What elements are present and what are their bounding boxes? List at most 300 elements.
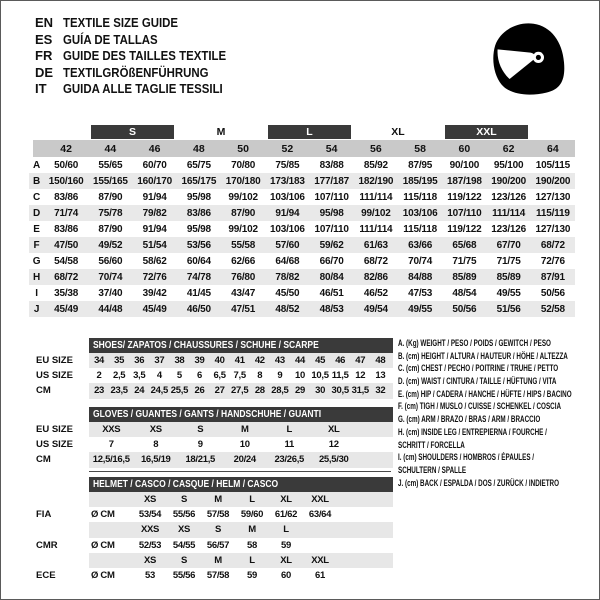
size-cell: 87/95 bbox=[408, 159, 433, 171]
helmet-icon bbox=[488, 17, 568, 109]
value-cell: 44 bbox=[295, 355, 305, 367]
size-column-header: 48 bbox=[193, 142, 205, 155]
size-cell: 62/66 bbox=[231, 255, 256, 267]
value-cell: 11 bbox=[284, 439, 294, 451]
value-cell: 27 bbox=[214, 385, 225, 397]
helmet-value-row bbox=[31, 568, 393, 583]
value-cell: XS bbox=[149, 424, 162, 436]
size-cell: 50/56 bbox=[452, 303, 477, 315]
value-cell: 55/56 bbox=[172, 570, 196, 582]
size-cell: 55/65 bbox=[98, 159, 123, 171]
shoes-table-header bbox=[31, 337, 393, 353]
value-cell: 38 bbox=[174, 355, 185, 367]
size-cell: 115/118 bbox=[403, 191, 437, 203]
helmet-value-row bbox=[31, 538, 393, 553]
size-column-header: 64 bbox=[547, 142, 559, 155]
row-label: CM bbox=[36, 385, 51, 397]
legend-item-text: D. (cm) WAIST / CINTURA / TAILLE / HÜFTUNG / VITA bbox=[398, 376, 557, 387]
size-cell: 119/122 bbox=[447, 223, 482, 235]
size-cell: 44/48 bbox=[98, 303, 123, 315]
value-cell: 24 bbox=[134, 385, 145, 397]
main-size-table bbox=[29, 124, 575, 317]
size-cell: 83/86 bbox=[186, 207, 211, 219]
size-cell: 45/49 bbox=[54, 303, 79, 315]
size-cell: 70/74 bbox=[408, 255, 433, 267]
legend-item-text: G. (cm) ARM / BRAZO / BRAS / ARM / BRACCIO bbox=[398, 414, 541, 425]
value-cell: 53/54 bbox=[138, 509, 162, 521]
size-cell: 91/94 bbox=[275, 207, 300, 219]
legend-item-text: SCHULTERN / SPALLE bbox=[398, 464, 467, 475]
size-columns-row bbox=[29, 140, 575, 157]
size-cell: 111/114 bbox=[359, 191, 393, 203]
size-cell: 127/130 bbox=[535, 223, 571, 235]
language-label bbox=[63, 48, 248, 65]
size-cell: 65/75 bbox=[186, 159, 211, 171]
legend-item-text: C. (cm) CHEST / PECHO / POITRINE / TRUHE / PETTO bbox=[398, 363, 559, 374]
certification-label: ECE bbox=[36, 570, 56, 582]
size-cell: 173/183 bbox=[270, 175, 305, 187]
size-cell: 63/66 bbox=[408, 239, 433, 251]
size-cell: 49/55 bbox=[408, 303, 433, 315]
size-group-m: M bbox=[216, 126, 226, 138]
value-cell: 2,5 bbox=[112, 370, 126, 382]
size-cell: 115/119 bbox=[536, 207, 570, 219]
value-cell: 25,5/30 bbox=[318, 454, 349, 466]
size-cell: 91/94 bbox=[142, 223, 167, 235]
language-code: ES bbox=[35, 31, 53, 47]
table-row bbox=[31, 353, 393, 368]
value-cell: 59/60 bbox=[240, 509, 264, 521]
value-cell: 52/53 bbox=[138, 539, 162, 551]
size-cell: 119/122 bbox=[447, 191, 482, 203]
value-cell: 2 bbox=[96, 370, 102, 382]
size-cell: 80/84 bbox=[319, 271, 344, 283]
size-cell: 47/50 bbox=[54, 239, 79, 251]
size-column-header: 54 bbox=[325, 142, 338, 155]
size-cell: 160/170 bbox=[137, 175, 172, 187]
language-label bbox=[63, 32, 171, 49]
legend-item-text: J. (cm) BACK / ESPALDA / DOS / ZURÜCK / INDIETRO bbox=[398, 477, 560, 488]
table-row bbox=[29, 173, 575, 189]
size-cell: 95/98 bbox=[186, 223, 211, 235]
size-cell: 127/130 bbox=[535, 191, 571, 203]
row-label: CM bbox=[36, 454, 51, 466]
value-cell: 3,5 bbox=[133, 370, 146, 382]
size-cell: 72/76 bbox=[142, 271, 167, 283]
size-cell: 70/80 bbox=[231, 159, 256, 171]
size-column-header: 50 bbox=[237, 142, 249, 155]
value-cell: 16,5/19 bbox=[140, 454, 171, 466]
value-cell: 60 bbox=[281, 570, 291, 582]
size-cell: 51/56 bbox=[496, 303, 521, 315]
value-cell: 6,5 bbox=[213, 370, 226, 382]
value-cell: 20/24 bbox=[233, 454, 256, 466]
legend-item-text: I. (cm) SHOULDERS / HOMBROS / ÉPAULES / bbox=[398, 452, 535, 463]
value-cell: 10,5 bbox=[311, 370, 329, 382]
size-label-cell: XXS bbox=[140, 524, 160, 536]
size-group-row bbox=[29, 124, 575, 140]
size-cell: 68/72 bbox=[540, 239, 565, 251]
value-cell: 56/57 bbox=[206, 539, 230, 551]
language-code: IT bbox=[35, 81, 47, 96]
legend-item bbox=[398, 375, 598, 388]
size-cell: 99/102 bbox=[228, 191, 258, 203]
value-cell: 61/62 bbox=[274, 509, 298, 521]
row-letter: G bbox=[32, 255, 41, 267]
value-cell: 36 bbox=[134, 355, 145, 367]
size-cell: 75/85 bbox=[275, 159, 300, 171]
size-cell: 79/82 bbox=[142, 207, 167, 219]
value-cell: 24,5 bbox=[150, 385, 168, 397]
value-cell: 7 bbox=[108, 439, 114, 451]
size-cell: 50/56 bbox=[540, 287, 565, 299]
size-cell: 103/106 bbox=[402, 207, 438, 219]
row-letter: E bbox=[33, 223, 40, 235]
size-column-header: 60 bbox=[458, 142, 471, 155]
language-label bbox=[63, 15, 194, 32]
size-cell: 45/50 bbox=[275, 287, 300, 299]
table-row bbox=[29, 237, 575, 253]
size-cell: 185/195 bbox=[402, 175, 438, 187]
size-cell: 190/200 bbox=[491, 175, 526, 187]
value-cell: 59 bbox=[281, 539, 291, 551]
legend-item bbox=[398, 439, 598, 452]
value-cell: 23 bbox=[94, 385, 105, 397]
legend-item bbox=[398, 426, 598, 439]
size-column-header: 44 bbox=[104, 142, 117, 155]
size-cell: 60/64 bbox=[186, 255, 211, 267]
row-letter: A bbox=[32, 159, 41, 171]
size-cell: 47/51 bbox=[231, 303, 256, 315]
value-cell: 12,5/16,5 bbox=[92, 454, 130, 466]
legend-item-text: F. (cm) TIGH / MUSLO / CUISSE / SCHENKEL / COSCIA bbox=[398, 401, 562, 412]
value-cell: 10 bbox=[295, 370, 305, 382]
size-cell: 71/75 bbox=[452, 255, 477, 267]
size-column-header: 46 bbox=[148, 142, 161, 155]
row-label: US SIZE bbox=[36, 439, 73, 451]
language-row bbox=[35, 32, 248, 49]
value-cell: 34 bbox=[94, 355, 105, 367]
size-cell: 64/68 bbox=[275, 255, 300, 267]
size-cell: 85/89 bbox=[496, 271, 521, 283]
value-cell: 40 bbox=[214, 355, 225, 367]
value-cell: XL bbox=[327, 424, 340, 436]
size-cell: 87/91 bbox=[540, 271, 565, 283]
value-cell: 30,5 bbox=[331, 385, 349, 397]
size-cell: 67/70 bbox=[496, 239, 521, 251]
size-cell: 99/102 bbox=[361, 207, 391, 219]
row-letter: D bbox=[32, 207, 41, 219]
helmet-value-row bbox=[31, 507, 393, 522]
unit-label: Ø CM bbox=[91, 509, 115, 521]
size-cell: 105/115 bbox=[535, 159, 570, 171]
row-letter: H bbox=[32, 271, 41, 283]
size-cell: 58/62 bbox=[142, 255, 167, 267]
value-cell: 58 bbox=[247, 539, 257, 551]
size-cell: 99/102 bbox=[228, 223, 258, 235]
language-label-text: GUÍA DE TALLAS bbox=[63, 31, 158, 47]
size-cell: 84/88 bbox=[408, 271, 433, 283]
table-row bbox=[29, 157, 575, 173]
helmet-table bbox=[31, 476, 393, 583]
legend-item bbox=[398, 477, 598, 490]
size-label-cell: XS bbox=[143, 554, 157, 566]
value-cell: 25,5 bbox=[170, 385, 189, 397]
size-cell: 53/56 bbox=[186, 239, 211, 251]
size-cell: 68/72 bbox=[363, 255, 388, 267]
size-cell: 39/42 bbox=[142, 287, 167, 299]
row-label: US SIZE bbox=[36, 370, 73, 382]
size-label-cell: S bbox=[180, 494, 188, 506]
value-cell: 23/26,5 bbox=[274, 454, 305, 466]
value-cell: 41 bbox=[234, 355, 245, 367]
shoes-table bbox=[31, 337, 393, 399]
size-cell: 115/118 bbox=[403, 223, 437, 235]
value-cell: 53 bbox=[145, 570, 155, 582]
legend-item bbox=[398, 413, 598, 426]
value-cell: 57/58 bbox=[206, 509, 230, 521]
size-cell: 72/76 bbox=[540, 255, 565, 267]
size-label-cell: XS bbox=[143, 494, 157, 506]
size-cell: 78/82 bbox=[275, 271, 300, 283]
size-cell: 52/58 bbox=[540, 303, 565, 315]
size-cell: 103/106 bbox=[270, 223, 305, 235]
table-row bbox=[29, 285, 575, 301]
legend-item-text: A. (Kg) WEIGHT / PESO / POIDS / GEWITCH / PESO bbox=[398, 338, 551, 348]
size-cell: 103/106 bbox=[270, 191, 305, 203]
size-cell: 111/114 bbox=[492, 207, 526, 219]
value-cell: 28,5 bbox=[271, 385, 289, 397]
size-label-cell: XS bbox=[177, 524, 191, 536]
size-cell: 71/75 bbox=[496, 255, 521, 267]
helmet-size-row bbox=[31, 553, 393, 568]
value-cell: 18/21,5 bbox=[185, 454, 216, 466]
row-letter: B bbox=[32, 175, 41, 187]
size-cell: 150/160 bbox=[48, 175, 84, 187]
table-row bbox=[31, 422, 393, 437]
value-cell: XXS bbox=[102, 424, 121, 436]
value-cell: 63/64 bbox=[308, 509, 332, 521]
legend-item-text: E. (cm) HIP / CADERA / HANCHE / HÜFTE / HIPS / BACINO bbox=[398, 388, 572, 399]
language-label-text: GUIDA ALLE TAGLIE TESSILI bbox=[63, 81, 223, 96]
size-label-cell: XXL bbox=[311, 554, 329, 566]
row-letter: J bbox=[33, 303, 40, 315]
size-cell: 75/78 bbox=[98, 207, 123, 219]
value-cell: 54/55 bbox=[172, 539, 196, 551]
value-cell: 9 bbox=[277, 370, 283, 382]
size-cell: 48/52 bbox=[275, 303, 300, 315]
value-cell: 31,5 bbox=[351, 385, 369, 397]
size-cell: 170/180 bbox=[225, 175, 261, 187]
language-label bbox=[63, 65, 228, 82]
value-cell: 39 bbox=[194, 355, 205, 367]
language-label-text: TEXTILGRÖßENFÜHRUNG bbox=[63, 64, 209, 80]
size-cell: 41/45 bbox=[186, 287, 211, 299]
value-cell: 11,5 bbox=[331, 370, 349, 382]
table-row bbox=[29, 189, 575, 205]
legend-item bbox=[398, 388, 598, 401]
size-cell: 50/60 bbox=[54, 159, 79, 171]
size-cell: 60/70 bbox=[142, 159, 167, 171]
size-label-cell: S bbox=[180, 554, 188, 566]
size-cell: 182/190 bbox=[358, 175, 394, 187]
size-cell: 83/86 bbox=[54, 223, 79, 235]
size-cell: 87/90 bbox=[98, 191, 123, 203]
value-cell: 42 bbox=[254, 355, 265, 367]
size-cell: 35/38 bbox=[54, 287, 79, 299]
size-cell: 177/187 bbox=[314, 175, 349, 187]
size-cell: 165/175 bbox=[181, 175, 217, 187]
language-row bbox=[35, 48, 248, 65]
gloves-table-title: GLOVES / GUANTES / GANTS / HANDSCHUHE / GUANTI bbox=[89, 407, 393, 422]
value-cell: 12 bbox=[355, 370, 366, 382]
size-cell: 95/98 bbox=[186, 191, 211, 203]
legend-item bbox=[398, 400, 598, 413]
size-cell: 37/40 bbox=[98, 287, 123, 299]
size-cell: 76/80 bbox=[231, 271, 256, 283]
size-cell: 46/52 bbox=[363, 287, 388, 299]
size-cell: 87/90 bbox=[98, 223, 123, 235]
size-cell: 49/54 bbox=[363, 303, 388, 315]
value-cell: 32 bbox=[375, 385, 386, 397]
language-row bbox=[35, 81, 248, 98]
value-cell: 4 bbox=[156, 370, 162, 382]
legend-item-text: B. (cm) HEIGHT / ALTURA / HAUTEUR / HÖHE / ALTEZZA bbox=[398, 350, 568, 361]
table-row bbox=[29, 301, 575, 317]
legend-item bbox=[398, 464, 598, 477]
size-cell: 55/58 bbox=[231, 239, 256, 251]
size-label-cell: XL bbox=[280, 494, 292, 506]
shoes-table-title: SHOES/ ZAPATOS / CHAUSSURES / SCHUHE / SCARPE bbox=[89, 338, 393, 353]
gloves-table bbox=[31, 406, 393, 468]
table-row bbox=[31, 383, 393, 398]
unit-label: Ø CM bbox=[91, 539, 115, 551]
size-cell: 107/110 bbox=[447, 207, 482, 219]
size-cell: 46/50 bbox=[186, 303, 211, 315]
row-letter: I bbox=[35, 287, 38, 299]
size-label-cell: L bbox=[283, 524, 289, 536]
table-row bbox=[31, 452, 393, 467]
value-cell: 30 bbox=[315, 385, 326, 397]
size-cell: 107/110 bbox=[314, 223, 349, 235]
size-cell: 95/100 bbox=[493, 159, 524, 171]
value-cell: 23,5 bbox=[110, 385, 128, 397]
size-cell: 85/92 bbox=[363, 159, 388, 171]
size-label-cell: XXL bbox=[311, 494, 329, 506]
size-cell: 56/60 bbox=[98, 255, 123, 267]
value-cell: 47 bbox=[355, 355, 366, 367]
size-label-cell: L bbox=[249, 494, 255, 506]
size-cell: 190/200 bbox=[535, 175, 571, 187]
size-label-cell: S bbox=[214, 524, 222, 536]
value-cell: L bbox=[286, 424, 292, 436]
value-cell: 12 bbox=[328, 439, 339, 451]
size-column-header: 42 bbox=[60, 142, 72, 155]
size-cell: 74/78 bbox=[186, 271, 211, 283]
size-cell: 83/86 bbox=[54, 191, 79, 203]
value-cell: 43 bbox=[274, 355, 285, 367]
size-cell: 123/126 bbox=[491, 223, 526, 235]
value-cell: 29 bbox=[295, 385, 305, 397]
language-title-block bbox=[35, 15, 248, 98]
helmet-table-title: HELMET / CASCO / CASQUE / HELM / CASCO bbox=[89, 477, 393, 492]
language-code: EN bbox=[35, 15, 54, 30]
size-cell: 54/58 bbox=[54, 255, 79, 267]
size-cell: 65/68 bbox=[452, 239, 477, 251]
size-cell: 91/94 bbox=[142, 191, 167, 203]
language-label bbox=[63, 81, 245, 98]
size-cell: 85/89 bbox=[452, 271, 477, 283]
legend-item bbox=[398, 337, 598, 350]
value-cell: 55/56 bbox=[172, 509, 196, 521]
row-label: EU SIZE bbox=[36, 424, 73, 436]
size-cell: 70/74 bbox=[98, 271, 123, 283]
size-group-xl: XL bbox=[391, 126, 405, 138]
size-cell: 68/72 bbox=[54, 271, 79, 283]
size-cell: 47/53 bbox=[408, 287, 433, 299]
language-code: DE bbox=[35, 64, 54, 80]
size-group-l: L bbox=[265, 124, 354, 140]
size-label-cell: L bbox=[249, 554, 255, 566]
legend-item-text: SCHRITT / FORCELLA bbox=[398, 439, 465, 450]
table-row bbox=[31, 368, 393, 383]
value-cell: 13 bbox=[375, 370, 386, 382]
size-cell: 48/54 bbox=[452, 287, 477, 299]
size-cell: 43/47 bbox=[231, 287, 256, 299]
size-label-cell: M bbox=[214, 494, 222, 506]
size-column-header: 52 bbox=[281, 142, 294, 155]
value-cell: 45 bbox=[315, 355, 326, 367]
size-column-header: 56 bbox=[370, 142, 382, 155]
helmet-table-header bbox=[31, 476, 393, 492]
size-label-cell: M bbox=[248, 524, 256, 536]
legend-item bbox=[398, 451, 598, 464]
size-cell: 155/165 bbox=[93, 175, 128, 187]
table-row bbox=[29, 221, 575, 237]
size-label-cell: XL bbox=[280, 554, 292, 566]
helmet-size-row bbox=[31, 522, 393, 537]
size-column-header: 62 bbox=[502, 142, 515, 155]
value-cell: 26 bbox=[194, 385, 205, 397]
size-cell: 187/198 bbox=[447, 175, 482, 187]
size-group-s: S bbox=[88, 124, 177, 140]
size-column-header: 58 bbox=[414, 142, 426, 155]
size-cell: 61/63 bbox=[363, 239, 388, 251]
size-cell: 49/55 bbox=[496, 287, 521, 299]
certification-label: CMR bbox=[36, 539, 58, 551]
value-cell: 48 bbox=[375, 355, 386, 367]
size-cell: 82/86 bbox=[363, 271, 388, 283]
size-cell: 49/52 bbox=[98, 239, 123, 251]
value-cell: 61 bbox=[315, 570, 325, 582]
value-cell: 10 bbox=[239, 439, 250, 451]
value-cell: 8 bbox=[257, 370, 263, 382]
row-letter: C bbox=[32, 191, 41, 203]
value-cell: 7,5 bbox=[233, 370, 246, 382]
divider bbox=[89, 471, 391, 472]
language-label-text: TEXTILE SIZE GUIDE bbox=[63, 15, 179, 30]
table-row bbox=[29, 205, 575, 221]
size-cell: 83/88 bbox=[319, 159, 344, 171]
row-label: EU SIZE bbox=[36, 355, 73, 367]
unit-label: Ø CM bbox=[91, 570, 115, 582]
row-letter: F bbox=[33, 239, 40, 251]
size-cell: 111/114 bbox=[359, 223, 393, 235]
value-cell: 57/58 bbox=[206, 570, 230, 582]
value-cell: 35 bbox=[114, 355, 125, 367]
table-row bbox=[29, 269, 575, 285]
value-cell: 28 bbox=[254, 385, 265, 397]
